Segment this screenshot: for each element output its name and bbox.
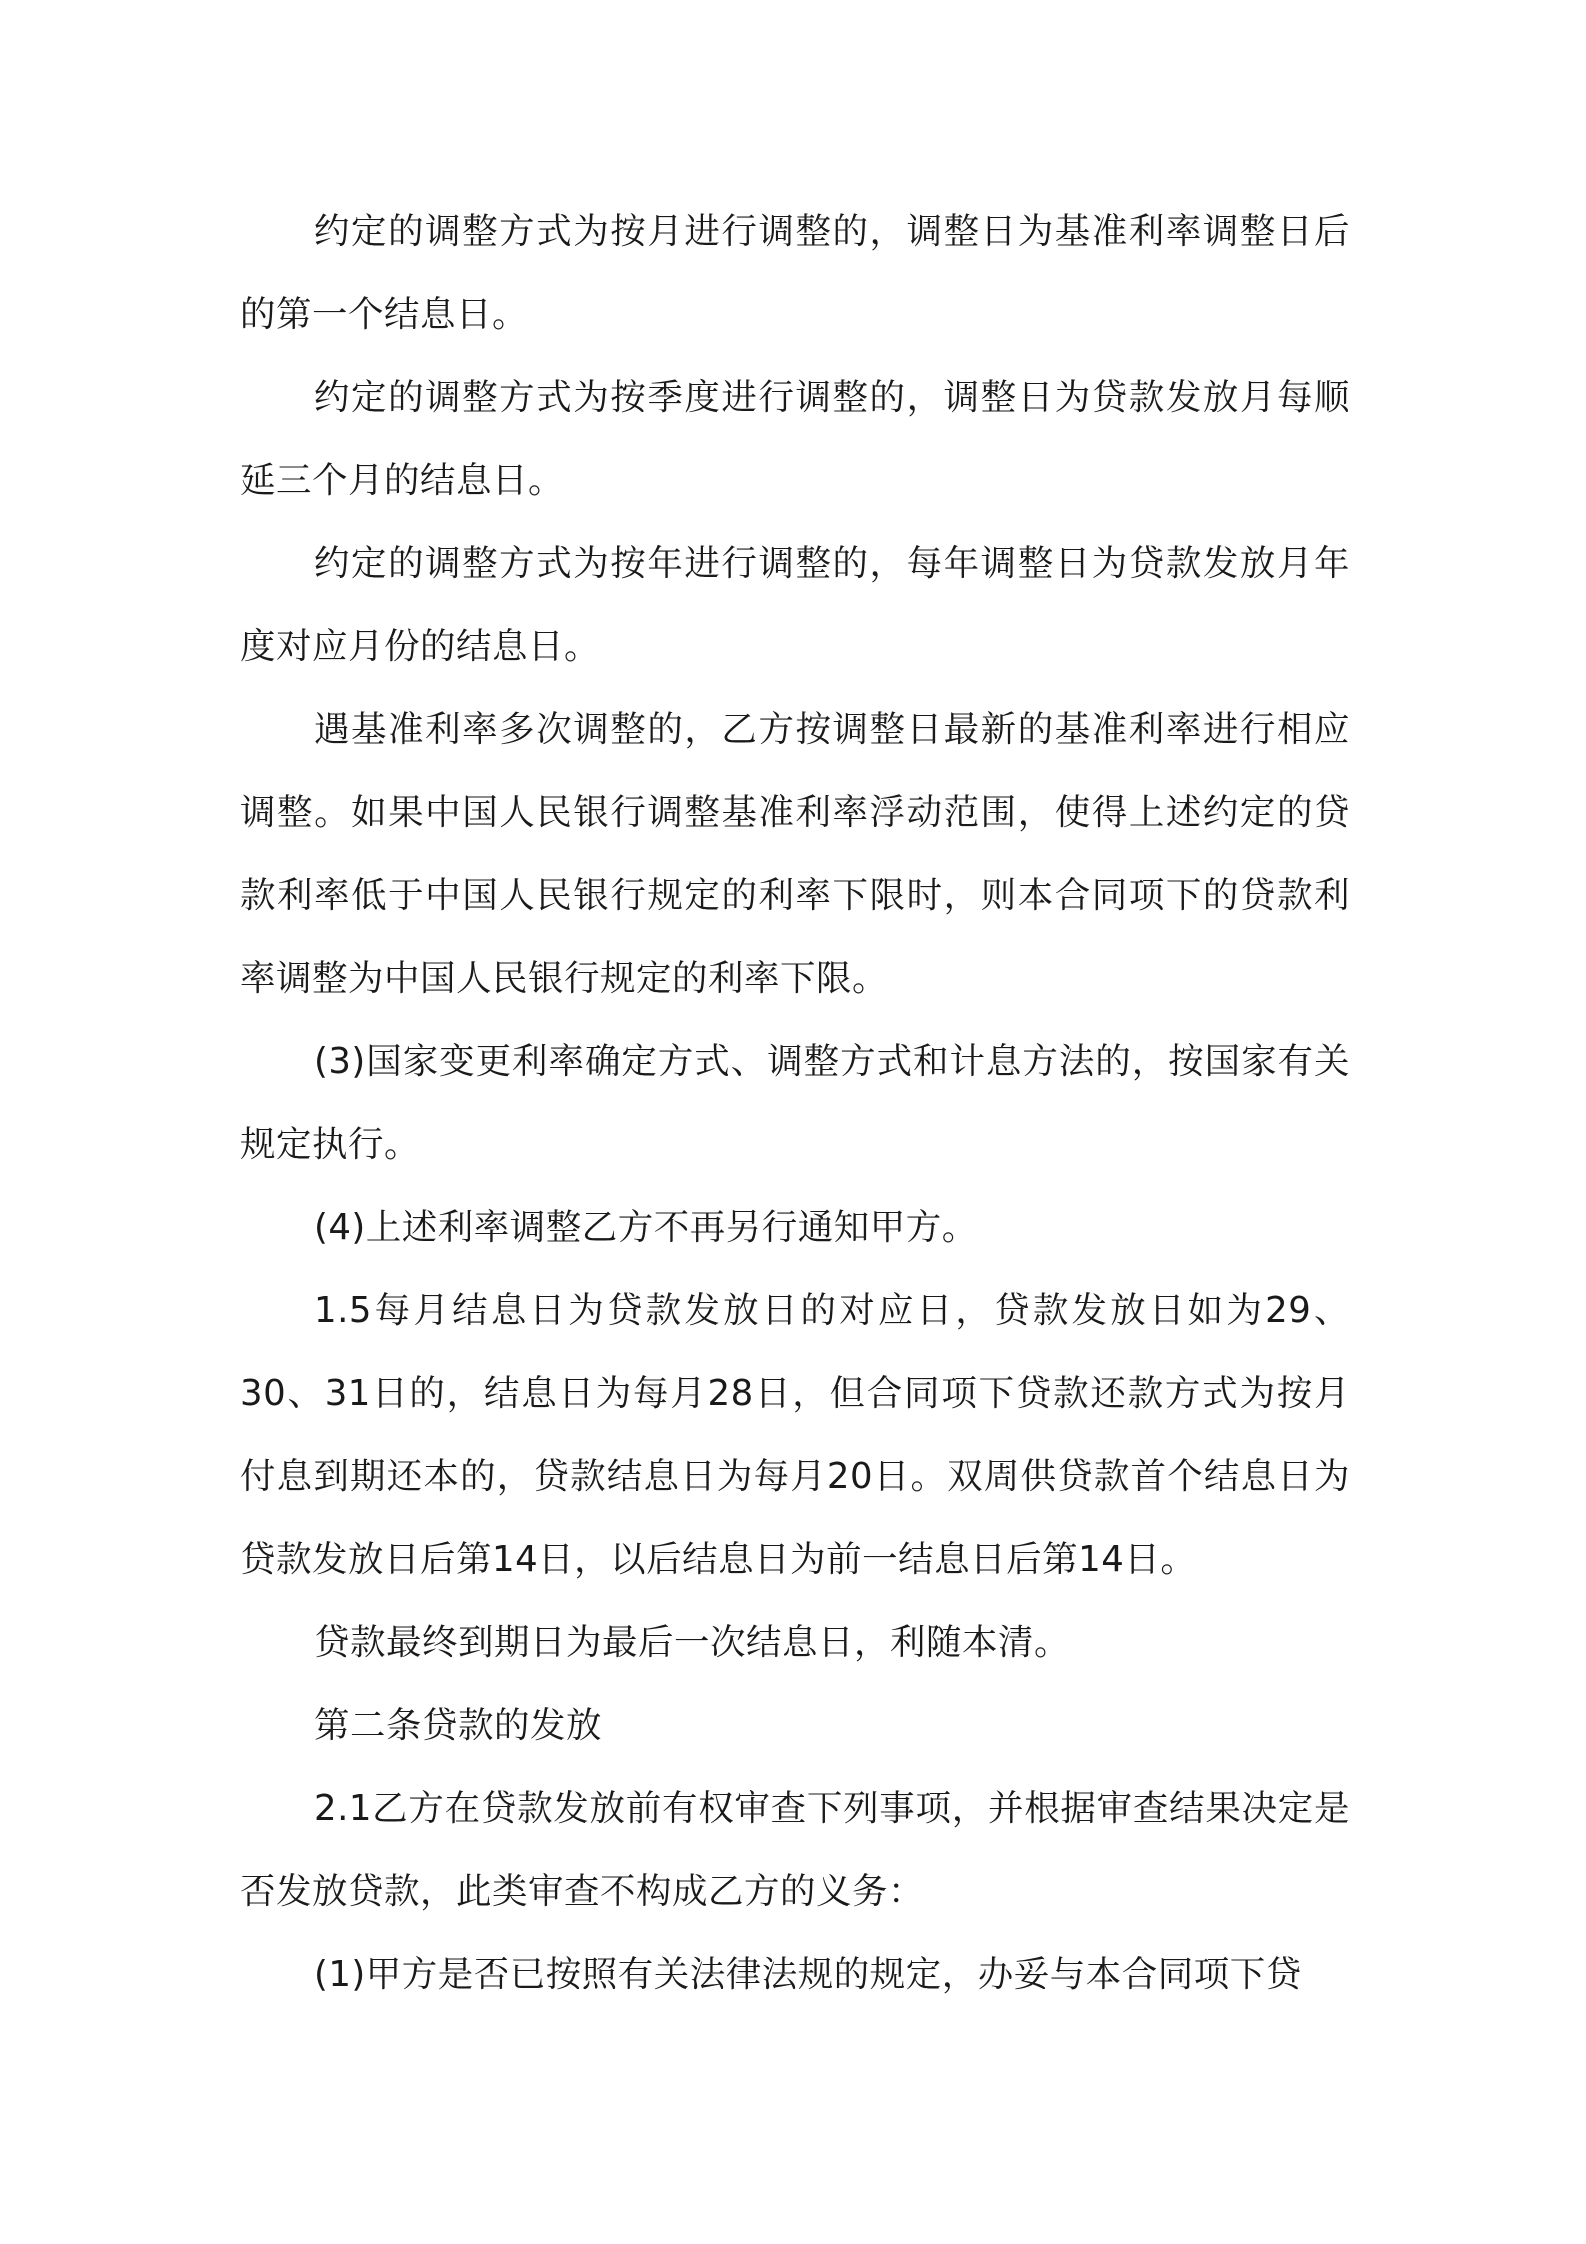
paragraph-quarterly-adjustment: 约定的调整方式为按季度进行调整的，调整日为贷款发放月每顺延三个月的结息日。 — [240, 377, 1350, 501]
paragraph-item-3: (3)国家变更利率确定方式、调整方式和计息方法的，按国家有关规定执行。 — [240, 1041, 1350, 1165]
paragraph-item-1: (1)甲方是否已按照有关法律法规的规定，办妥与本合同项下贷 — [314, 1954, 1302, 1995]
document-body — [240, 190, 1350, 2016]
paragraph-annual-adjustment: 约定的调整方式为按年进行调整的，每年调整日为贷款发放月年度对应月份的结息日。 — [240, 543, 1350, 667]
paragraph-monthly-adjustment: 约定的调整方式为按月进行调整的，调整日为基准利率调整日后的第一个结息日。 — [240, 211, 1350, 335]
paragraph-final-maturity: 贷款最终到期日为最后一次结息日，利随本清。 — [314, 1622, 1071, 1663]
paragraph-section-1-5: 1.5每月结息日为贷款发放日的对应日，贷款发放日如为29、30、31日的，结息日为每月28日，但合同项下贷款还款方式为按月付息到期还本的，贷款结息日为每月20日。双周供贷款首个结息日为贷款发放日后第14日，以后结息日为前一结息日后第14日。 — [240, 1290, 1350, 1580]
section-heading-article-2: 第二条贷款的发放 — [314, 1705, 603, 1746]
paragraph-multiple-adjustments: 遇基准利率多次调整的，乙方按调整日最新的基准利率进行相应调整。如果中国人民银行调整基准利率浮动范围，使得上述约定的贷款利率低于中国人民银行规定的利率下限时，则本合同项下的贷款利率调整为中国人民银行规定的利率下限。 — [240, 709, 1350, 999]
paragraph-section-2-1: 2.1乙方在贷款发放前有权审查下列事项，并根据审查结果决定是否发放贷款，此类审查不构成乙方的义务： — [240, 1788, 1350, 1912]
paragraph-item-4: (4)上述利率调整乙方不再另行通知甲方。 — [314, 1207, 978, 1248]
